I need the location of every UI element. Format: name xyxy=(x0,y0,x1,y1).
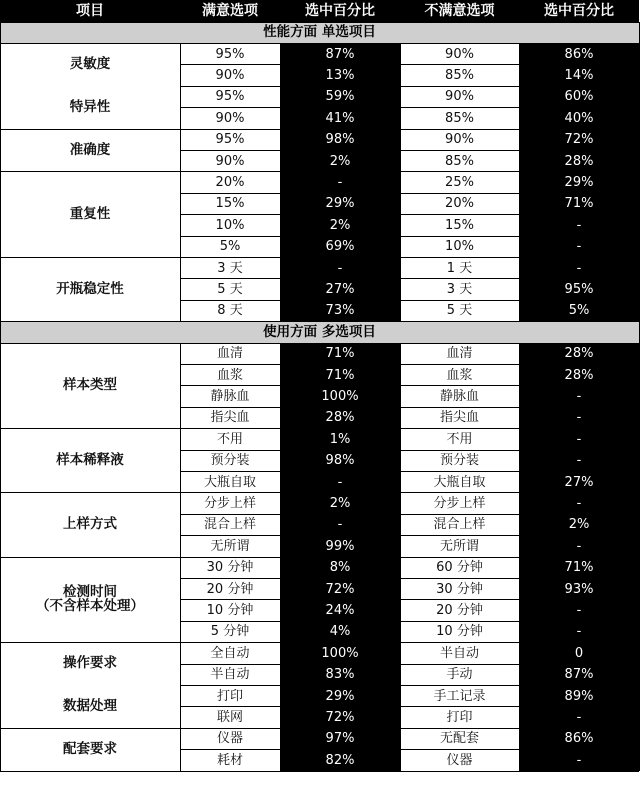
satisfied-option: 打印 xyxy=(180,685,280,706)
unsatisfied-percent: 71% xyxy=(519,193,639,214)
item-label: 检测时间 （不含样本处理） xyxy=(0,557,180,643)
satisfied-option: 95% xyxy=(180,43,280,64)
unsatisfied-percent: - xyxy=(519,536,639,557)
item-label: 灵敏度 xyxy=(0,43,180,86)
satisfied-percent: 13% xyxy=(280,65,400,86)
unsatisfied-percent: 71% xyxy=(519,557,639,578)
item-label: 准确度 xyxy=(0,129,180,172)
satisfied-percent: 71% xyxy=(280,343,400,364)
unsatisfied-percent: 93% xyxy=(519,578,639,599)
satisfied-option: 静脉血 xyxy=(180,386,280,407)
satisfied-percent: 69% xyxy=(280,236,400,257)
satisfied-option: 无所谓 xyxy=(180,536,280,557)
satisfied-percent: 73% xyxy=(280,300,400,321)
satisfied-percent: 28% xyxy=(280,407,400,428)
satisfied-percent: 99% xyxy=(280,536,400,557)
satisfied-percent: 100% xyxy=(280,643,400,664)
unsatisfied-option: 打印 xyxy=(400,707,519,728)
item-label: 特异性 xyxy=(0,86,180,129)
unsatisfied-option: 手工记录 xyxy=(400,685,519,706)
satisfied-percent: 82% xyxy=(280,750,400,771)
unsatisfied-option: 10% xyxy=(400,236,519,257)
satisfied-percent: 87% xyxy=(280,43,400,64)
unsatisfied-percent: 95% xyxy=(519,279,639,300)
satisfied-option: 10% xyxy=(180,215,280,236)
unsatisfied-option: 30 分钟 xyxy=(400,578,519,599)
unsatisfied-percent: 2% xyxy=(519,514,639,535)
satisfied-percent: 98% xyxy=(280,450,400,471)
item-label: 开瓶稳定性 xyxy=(0,257,180,321)
satisfied-option: 5% xyxy=(180,236,280,257)
unsatisfied-percent: 87% xyxy=(519,664,639,685)
unsatisfied-percent: 89% xyxy=(519,685,639,706)
section-title: 使用方面 多选项目 xyxy=(0,322,639,343)
unsatisfied-percent: - xyxy=(519,215,639,236)
unsatisfied-option: 半自动 xyxy=(400,643,519,664)
satisfied-option: 不用 xyxy=(180,429,280,450)
unsatisfied-option: 20 分钟 xyxy=(400,600,519,621)
satisfied-option: 90% xyxy=(180,150,280,171)
satisfied-option: 仪器 xyxy=(180,728,280,749)
satisfied-option: 耗材 xyxy=(180,750,280,771)
satisfied-percent: 2% xyxy=(280,215,400,236)
satisfied-percent: 71% xyxy=(280,364,400,385)
unsatisfied-option: 60 分钟 xyxy=(400,557,519,578)
satisfied-percent: 98% xyxy=(280,129,400,150)
unsatisfied-percent: 72% xyxy=(519,129,639,150)
satisfied-option: 95% xyxy=(180,129,280,150)
unsatisfied-option: 血浆 xyxy=(400,364,519,385)
unsatisfied-option: 无配套 xyxy=(400,728,519,749)
header-cell: 选中百分比 xyxy=(280,0,400,22)
satisfied-percent: 59% xyxy=(280,86,400,107)
satisfied-percent: - xyxy=(280,514,400,535)
unsatisfied-percent: 28% xyxy=(519,343,639,364)
unsatisfied-option: 预分装 xyxy=(400,450,519,471)
unsatisfied-percent: 29% xyxy=(519,172,639,193)
unsatisfied-percent: 60% xyxy=(519,86,639,107)
unsatisfied-option: 15% xyxy=(400,215,519,236)
satisfied-option: 95% xyxy=(180,86,280,107)
satisfied-option: 血清 xyxy=(180,343,280,364)
satisfied-percent: 72% xyxy=(280,707,400,728)
unsatisfied-option: 手动 xyxy=(400,664,519,685)
unsatisfied-option: 90% xyxy=(400,129,519,150)
unsatisfied-option: 5 天 xyxy=(400,300,519,321)
header-cell: 满意选项 xyxy=(180,0,280,22)
satisfied-percent: 2% xyxy=(280,493,400,514)
unsatisfied-option: 3 天 xyxy=(400,279,519,300)
unsatisfied-percent: - xyxy=(519,257,639,278)
satisfied-option: 血浆 xyxy=(180,364,280,385)
item-label: 重复性 xyxy=(0,172,180,258)
unsatisfied-percent: - xyxy=(519,407,639,428)
satisfied-option: 15% xyxy=(180,193,280,214)
satisfied-option: 90% xyxy=(180,108,280,129)
unsatisfied-percent: - xyxy=(519,600,639,621)
unsatisfied-percent: - xyxy=(519,750,639,771)
satisfied-option: 指尖血 xyxy=(180,407,280,428)
satisfied-option: 10 分钟 xyxy=(180,600,280,621)
item-label: 数据处理 xyxy=(0,685,180,728)
satisfied-percent: 97% xyxy=(280,728,400,749)
satisfied-option: 20% xyxy=(180,172,280,193)
unsatisfied-percent: 40% xyxy=(519,108,639,129)
unsatisfied-percent: - xyxy=(519,493,639,514)
satisfied-option: 全自动 xyxy=(180,643,280,664)
unsatisfied-option: 90% xyxy=(400,43,519,64)
satisfied-option: 预分装 xyxy=(180,450,280,471)
satisfied-percent: 41% xyxy=(280,108,400,129)
unsatisfied-option: 分步上样 xyxy=(400,493,519,514)
unsatisfied-percent: - xyxy=(519,450,639,471)
unsatisfied-option: 无所谓 xyxy=(400,536,519,557)
unsatisfied-option: 20% xyxy=(400,193,519,214)
unsatisfied-option: 不用 xyxy=(400,429,519,450)
unsatisfied-option: 85% xyxy=(400,108,519,129)
satisfied-option: 20 分钟 xyxy=(180,578,280,599)
header-cell: 项目 xyxy=(0,0,180,22)
satisfied-percent: 29% xyxy=(280,193,400,214)
unsatisfied-option: 指尖血 xyxy=(400,407,519,428)
header-cell: 不满意选项 xyxy=(400,0,519,22)
satisfied-percent: 8% xyxy=(280,557,400,578)
item-label: 样本类型 xyxy=(0,343,180,429)
unsatisfied-option: 85% xyxy=(400,150,519,171)
satisfied-percent: - xyxy=(280,257,400,278)
satisfied-percent: 83% xyxy=(280,664,400,685)
satisfied-percent: 100% xyxy=(280,386,400,407)
unsatisfied-percent: 28% xyxy=(519,150,639,171)
unsatisfied-option: 25% xyxy=(400,172,519,193)
satisfied-option: 联网 xyxy=(180,707,280,728)
satisfied-percent: 1% xyxy=(280,429,400,450)
satisfied-option: 半自动 xyxy=(180,664,280,685)
unsatisfied-percent: 28% xyxy=(519,364,639,385)
unsatisfied-option: 静脉血 xyxy=(400,386,519,407)
satisfied-option: 5 天 xyxy=(180,279,280,300)
satisfied-option: 3 天 xyxy=(180,257,280,278)
unsatisfied-percent: - xyxy=(519,236,639,257)
satisfied-percent: 29% xyxy=(280,685,400,706)
satisfied-option: 8 天 xyxy=(180,300,280,321)
unsatisfied-option: 90% xyxy=(400,86,519,107)
unsatisfied-option: 血清 xyxy=(400,343,519,364)
unsatisfied-percent: - xyxy=(519,621,639,642)
unsatisfied-option: 仪器 xyxy=(400,750,519,771)
unsatisfied-option: 大瓶自取 xyxy=(400,471,519,492)
satisfied-option: 90% xyxy=(180,65,280,86)
item-label: 操作要求 xyxy=(0,643,180,686)
satisfied-percent: 72% xyxy=(280,578,400,599)
satisfied-option: 分步上样 xyxy=(180,493,280,514)
item-label: 样本稀释液 xyxy=(0,429,180,493)
satisfied-percent: - xyxy=(280,172,400,193)
unsatisfied-percent: - xyxy=(519,429,639,450)
satisfied-percent: 4% xyxy=(280,621,400,642)
item-label: 上样方式 xyxy=(0,493,180,557)
satisfied-option: 30 分钟 xyxy=(180,557,280,578)
satisfied-percent: 27% xyxy=(280,279,400,300)
unsatisfied-percent: 5% xyxy=(519,300,639,321)
unsatisfied-percent: 27% xyxy=(519,471,639,492)
unsatisfied-option: 10 分钟 xyxy=(400,621,519,642)
item-label: 配套要求 xyxy=(0,728,180,771)
unsatisfied-option: 1 天 xyxy=(400,257,519,278)
satisfied-option: 混合上样 xyxy=(180,514,280,535)
satisfied-option: 5 分钟 xyxy=(180,621,280,642)
unsatisfied-percent: - xyxy=(519,707,639,728)
header-cell: 选中百分比 xyxy=(519,0,639,22)
unsatisfied-percent: - xyxy=(519,386,639,407)
unsatisfied-percent: 86% xyxy=(519,43,639,64)
satisfied-percent: 2% xyxy=(280,150,400,171)
unsatisfied-percent: 0 xyxy=(519,643,639,664)
unsatisfied-percent: 14% xyxy=(519,65,639,86)
satisfied-percent: - xyxy=(280,471,400,492)
unsatisfied-percent: 86% xyxy=(519,728,639,749)
satisfied-percent: 24% xyxy=(280,600,400,621)
satisfied-option: 大瓶自取 xyxy=(180,471,280,492)
section-title: 性能方面 单选项目 xyxy=(0,22,639,43)
unsatisfied-option: 85% xyxy=(400,65,519,86)
unsatisfied-option: 混合上样 xyxy=(400,514,519,535)
